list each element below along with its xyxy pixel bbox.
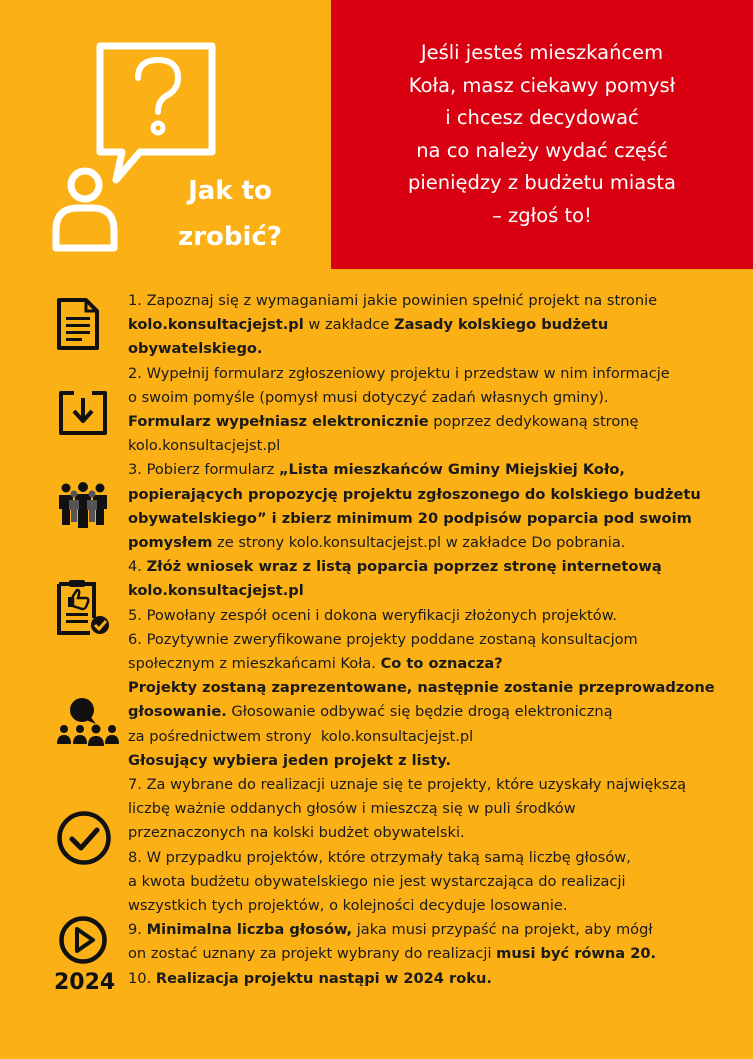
- intro-line: Jeśli jesteś mieszkańcem: [420, 41, 664, 64]
- step-line: liczbę ważnie oddanych głosów i mieszczą się w puli środków: [128, 800, 576, 818]
- year-label: 2024: [54, 970, 116, 995]
- steps-list: [128, 289, 748, 991]
- intro-line: Koła, masz ciekawy pomysł: [408, 73, 676, 97]
- title-line-1: Jak to: [188, 176, 272, 206]
- step-line: przeznaczonych na kolski budżet obywatelski.: [128, 824, 465, 842]
- intro-line: – zgłoś to!: [492, 203, 592, 227]
- step-line: kolo.konsultacjejst.pl: [128, 437, 281, 455]
- step-line: 7. Za wybrane do realizacji uznaje się te projekty, które uzyskały największą: [128, 776, 687, 794]
- step-line: głosowanie. Głosowanie odbywać się będzie drogą elektroniczną: [128, 703, 613, 721]
- step-line: obywatelskiego” i zbierz minimum 20 podpisów poparcia pod swoim: [128, 509, 692, 527]
- step-line: kolo.konsultacjejst.pl: [128, 582, 304, 600]
- step-line: 5. Powołany zespół oceni i dokona weryfikacji złożonych projektów.: [128, 606, 617, 624]
- title-line-2: zrobić?: [178, 222, 282, 252]
- discussion-icon: [56, 696, 122, 748]
- step-line: 4. Złóż wniosek wraz z listą poparcia poprzez stronę internetową: [128, 558, 662, 576]
- intro-box: [331, 0, 753, 269]
- step-line: 1. Zapoznaj się z wymaganiami jakie powinien spełnić projekt na stronie: [128, 292, 658, 309]
- page-title: [160, 168, 300, 260]
- step-line: Formularz wypełniasz elektronicznie poprzez dedykowaną stronę: [128, 413, 639, 431]
- step-line: a kwota budżetu obywatelskiego nie jest wystarczająca do realizacji: [128, 872, 626, 890]
- intro-line: na co należy wydać część: [416, 138, 668, 162]
- download-icon: [58, 390, 108, 436]
- step-line: on zostać uznany za projekt wybrany do realizacji musi być równa 20.: [128, 945, 657, 963]
- step-line: 9. Minimalna liczba głosów, jaka musi przypaść na projekt, aby mógł: [128, 921, 653, 939]
- intro-line: i chcesz decydować: [445, 106, 639, 129]
- approved-document-icon: [56, 578, 112, 636]
- step-line: wszystkich tych projektów, o kolejności decyduje losowanie.: [128, 897, 568, 915]
- intro-line: pieniędzy z budżetu miasta: [407, 171, 677, 194]
- step-line: społecznym z mieszkańcami Koła. Co to oznacza?: [128, 655, 503, 673]
- step-line: za pośrednictwem strony kolo.konsultacjejst.pl: [128, 727, 474, 745]
- group-icon: [56, 482, 110, 530]
- step-line: 8. W przypadku projektów, które otrzymały taką samą liczbę głosów,: [128, 848, 631, 866]
- step-line: kolo.konsultacjejst.pl w zakładce Zasady kolskiego budżetu: [128, 316, 609, 334]
- step-line: obywatelskiego.: [128, 340, 263, 358]
- step-line: 2. Wypełnij formularz zgłoszeniowy projektu i przedstaw w nim informacje: [128, 364, 670, 382]
- play-circle-icon: [58, 915, 108, 965]
- step-line: o swoim pomyśle (pomysł musi dotyczyć zadań własnych gminy).: [128, 388, 609, 406]
- step-line: Głosujący wybiera jeden projekt z listy.: [128, 751, 452, 769]
- step-line: pomysłem ze strony kolo.konsultacjejst.pl w zakładce Do pobrania.: [128, 534, 626, 552]
- document-icon: [56, 297, 100, 351]
- step-line: 3. Pobierz formularz „Lista mieszkańców Gminy Miejskiej Koło,: [128, 461, 625, 479]
- step-line: popierających propozycję projektu zgłoszonego do kolskiego budżetu: [128, 485, 701, 503]
- step-line: Projekty zostaną zaprezentowane, następnie zostanie przeprowadzone: [128, 679, 715, 697]
- step-line: 6. Pozytywnie zweryfikowane projekty poddane zostaną konsultacjom: [128, 630, 638, 648]
- step-line: 10. Realizacja projektu nastąpi w 2024 roku.: [128, 969, 492, 987]
- check-circle-icon: [56, 810, 112, 866]
